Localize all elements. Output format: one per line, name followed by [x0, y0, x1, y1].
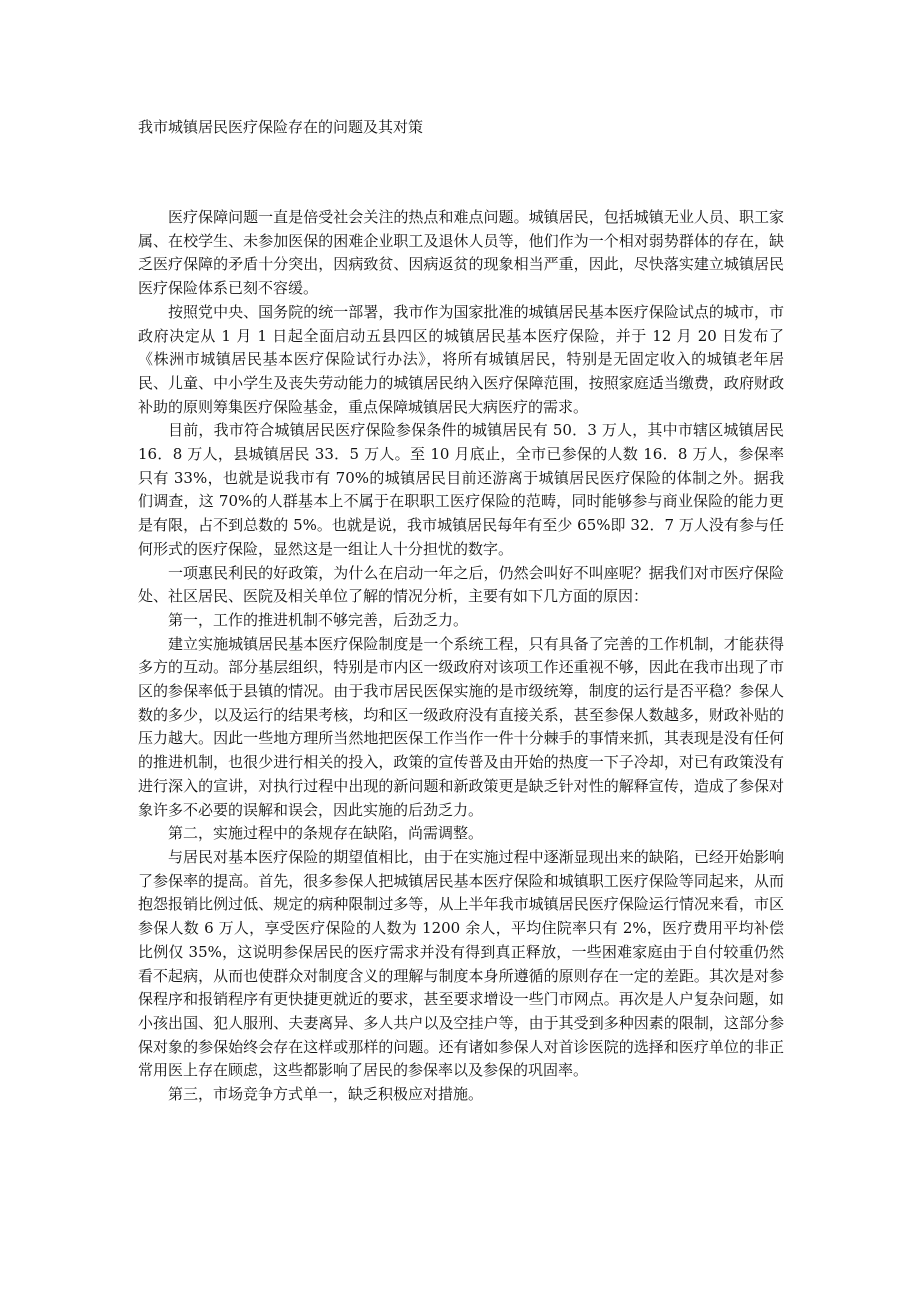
paragraph-mechanism: 建立实施城镇居民基本医疗保险制度是一个系统工程，只有具备了完善的工作机制，才能获得多方的互动。部分基层组织，特别是市内区一级政府对该项工作还重视不够，因此在我市出现了市区的参保率低于县镇的情况。由于我市居民医保实施的是市级统筹，制度的运行是否平稳？参保人数的多少，以及运行的结果考核，均和区一级政府没有直接关系，甚至参保人数越多，财政补贴的压力越大。因此一些地方理所当然地把医保工作当作一件十分棘手的事情来抓，其表现是没有任何的推进机制，也很少进行相关的投入，政策的宣传普及由开始的热度一下子冷却，对已有政策没有进行深入的宣讲，对执行过程中出现的新问题和新政策更是缺乏针对性的解释宣传，造成了参保对象许多不必要的误解和误会，因此实施的后劲乏力。 — [138, 634, 784, 819]
section-heading-first: 第一，工作的推进机制不够完善，后劲乏力。 — [168, 610, 469, 629]
paragraph-statistics: 目前，我市符合城镇居民医疗保险参保条件的城镇居民有 50．3 万人，其中市辖区城镇居民 16．8 万人，县城镇居民 33．5 万人。至 10 月底止，全市已参保的人数 16．8 万人，参保率只有 33%，也就是说我市有 70%的城镇居民目前还游离于城镇居民医疗保险的体制之外。据我们调查，这 70%的人群基本上不属于在职职工医疗保险的范畴，同时能够参与商业保险的能力更是有限，占不到总数的 5%。也就是说，我市城镇居民每年有至少 65%即 32．7 万人没有参与任何形式的医疗保险，显然这是一组让人十分担忧的数字。 — [138, 421, 784, 558]
section-heading-third: 第三，市场竞争方式单一，缺乏积极应对措施。 — [168, 1085, 484, 1104]
paragraph-question: 一项惠民利民的好政策，为什么在启动一年之后，仍然会叫好不叫座呢？据我们对市医疗保险处、社区居民、医院及相关单位了解的情况分析，主要有如下几方面的原因： — [138, 563, 784, 606]
document-body — [138, 206, 784, 1107]
section-heading-second: 第二，实施过程中的条规存在缺陷，尚需调整。 — [168, 824, 484, 843]
paragraph-regulations: 与居民对基本医疗保险的期望值相比，由于在实施过程中逐渐显现出来的缺陷，已经开始影响了参保率的提高。首先，很多参保人把城镇居民基本医疗保险和城镇职工医疗保险等同起来，从而抱怨报销比例过低、规定的病种限制过多等，从上半年我市城镇居民医疗保险运行情况来看，市区参保人数 6 万人，享受医疗保险的人数为 1200 余人，平均住院率只有 2%，医疗费用平均补偿比例仅 35%，这说明参保居民的医疗需求并没有得到真正释放，一些困难家庭由于自付较重仍然看不起病，从而也使群众对制度含义的理解与制度本身所遵循的原则存在一定的差距。其次是对参保程序和报销程序有更快捷更就近的要求，甚至要求增设一些门市网点。再次是人户复杂问题，如小孩出国、犯人服刑、夫妻离异、多人共户以及空挂户等，由于其受到多种因素的限制，这部分参保对象的参保始终会存在这样或那样的问题。还有诸如参保人对首诊医院的选择和医疗单位的非正常用医上存在顾虑，这些都影响了居民的参保率以及参保的巩固率。 — [138, 847, 784, 1080]
document-title: 我市城镇居民医疗保险存在的问题及其对策 — [138, 118, 424, 136]
paragraph-intro: 医疗保障问题一直是倍受社会关注的热点和难点问题。城镇居民，包括城镇无业人员、职工家属、在校学生、未参加医保的困难企业职工及退休人员等，他们作为一个相对弱势群体的存在，缺乏医疗保障的矛盾十分突出，因病致贫、因病返贫的现象相当严重，因此，尽快落实建立城镇居民医疗保险体系已刻不容缓。 — [138, 208, 784, 298]
paragraph-policy: 按照党中央、国务院的统一部署，我市作为国家批准的城镇居民基本医疗保险试点的城市，市政府决定从 1 月 1 日起全面启动五县四区的城镇居民基本医疗保险，并于 12 月 20 日发布了《株洲市城镇居民基本医疗保险试行办法》，将所有城镇居民，特别是无固定收入的城镇老年居民、儿童、中小学生及丧失劳动能力的城镇居民纳入医疗保障范围，按照家庭适当缴费，政府财政补助的原则筹集医疗保险基金，重点保障城镇居民大病医疗的需求。 — [138, 302, 784, 416]
